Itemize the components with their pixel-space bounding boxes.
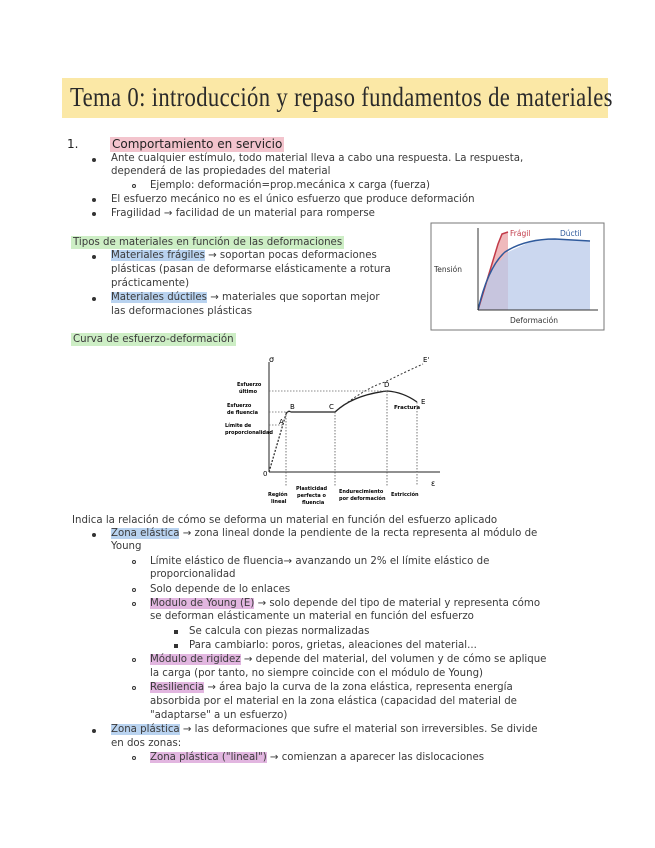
origin-label: 0 [263, 470, 268, 478]
zone-label: Endurecimiento [339, 489, 384, 495]
yield-label: de fluencia [227, 410, 258, 416]
paragraph-line [150, 653, 546, 666]
paragraph-line: la carga (por tanto, no siempre coincide con el módulo de Young) [150, 668, 484, 679]
paragraph-line [111, 723, 537, 736]
ultimate-label: último [239, 389, 258, 395]
bullet-icon [92, 212, 96, 216]
bullet-icon [92, 533, 96, 537]
x-label: Deformación [510, 316, 559, 325]
zone-label: Región [268, 492, 288, 498]
resilience-term: Resiliencia [150, 682, 205, 693]
bullet-icon [92, 158, 96, 162]
point-a: A [279, 418, 284, 426]
zone-label: por deformación [339, 496, 386, 502]
sigma-symbol: σ [269, 355, 275, 364]
bullet-icon [92, 198, 96, 202]
young-modulus-text: → solo depende del tipo de material y representa cómo [254, 598, 541, 609]
zone-label: lineal [271, 499, 287, 505]
rigidity-modulus-text: → depende del material, del volumen y de cómo se aplique [240, 654, 547, 665]
point-e-prime: E' [423, 356, 430, 364]
circle-bullet-icon [132, 560, 136, 564]
paragraph-line: prácticamente) [111, 278, 190, 289]
circle-bullet-icon [132, 184, 136, 188]
ductile-label: Dúctil [560, 229, 582, 238]
paragraph-line [111, 527, 537, 540]
paragraph-line: Para cambiarlo: poros, grietas, aleaciones del material... [189, 640, 477, 651]
circle-bullet-icon [132, 756, 136, 760]
ductile-text: → materiales que soportan mejor [206, 292, 380, 303]
paragraph-line: Fragilidad → facilidad de un material para romperse [111, 208, 375, 219]
plastic-zone-text: → las deformaciones que sufre el material son irreversibles. Se divide [179, 724, 538, 735]
ultimate-label: Esfuerzo [237, 382, 262, 388]
resilience-text: → área bajo la curva de la zona elástica, representa energía [204, 682, 513, 693]
paragraph-line: las deformaciones plásticas [111, 306, 253, 317]
y-label: Tensión [434, 265, 463, 274]
paragraph-line: Young [111, 541, 142, 552]
paragraph-line: en dos zonas: [111, 738, 182, 749]
proportional-label: Límite de [225, 423, 252, 429]
zone-label: Estricción [391, 492, 419, 498]
point-e: E [421, 398, 426, 406]
paragraph-line [150, 597, 540, 610]
paragraph-line: absorbida por el material en la zona elástica (capacidad del material de [150, 696, 517, 707]
paragraph-line: proporcionalidad [150, 569, 236, 580]
paragraph-line: Ante cualquier estímulo, todo material lleva a cabo una respuesta. La respuesta, [111, 153, 524, 164]
plastic-linear-term: Zona plástica ("lineal") [150, 752, 267, 763]
paragraph-line: Se calcula con piezas normalizadas [189, 626, 370, 637]
bullet-icon [92, 297, 96, 301]
paragraph-line [111, 291, 380, 304]
bullet-icon [92, 255, 96, 259]
paragraph-line: se deforman elásticamente un material en función del esfuerzo [150, 611, 474, 622]
page-title: Tema 0: introducción y repaso fundamentos de materiales [70, 82, 613, 112]
ductile-term: Materiales dúctiles [111, 292, 207, 303]
zone-label: Plasticidad [296, 486, 328, 492]
plastic-zone-term: Zona plástica [111, 724, 180, 735]
paragraph-line: dependerá de las propiedades del material [111, 166, 331, 177]
curve-heading: Curva de esfuerzo-deformación [73, 334, 234, 345]
paragraph-line: El esfuerzo mecánico no es el único esfuerzo que produce deformación [111, 194, 475, 205]
circle-bullet-icon [132, 686, 136, 690]
paragraph-line: "adaptarse" a un esfuerzo) [150, 710, 288, 721]
point-c: C [329, 403, 334, 411]
fragile-term: Materiales frágiles [111, 250, 205, 261]
zone-label: perfecta o [297, 493, 326, 499]
point-d: D [384, 381, 390, 389]
epsilon-symbol: ε [431, 479, 436, 488]
paragraph-line: Límite elástico de fluencia→ avanzando un 2% el límite elástico de [150, 556, 490, 567]
paragraph-line [150, 681, 513, 694]
zone-label: fluencia [302, 500, 325, 506]
bullet-icon [92, 729, 96, 733]
circle-bullet-icon [132, 588, 136, 592]
paragraph-line: plásticas (pasan de deformarse elásticamente a rotura [111, 264, 391, 275]
fragile-ductile-chart [430, 222, 605, 331]
young-modulus-term: Modulo de Young (E) [150, 598, 255, 609]
fragile-label: Frágil [510, 229, 531, 238]
proportional-label: proporcionalidad [225, 430, 273, 436]
section-number: 1. [67, 137, 79, 151]
square-bullet-icon [174, 630, 178, 634]
square-bullet-icon [174, 644, 178, 648]
types-heading: Tipos de materiales en función de las deformaciones [73, 237, 343, 248]
circle-bullet-icon [132, 602, 136, 606]
circle-bullet-icon [132, 658, 136, 662]
plastic-linear-text: → comienzan a aparecer las dislocaciones [266, 752, 485, 763]
paragraph-line [150, 751, 484, 764]
rigidity-modulus-term: Módulo de rigidez [150, 654, 241, 665]
paragraph-line: Solo depende de lo enlaces [150, 584, 291, 595]
paragraph-line [111, 249, 377, 262]
section-heading: Comportamiento en servicio [112, 137, 283, 151]
intro-text: Indica la relación de cómo se deforma un material en función del esfuerzo aplicado [72, 515, 498, 526]
point-b: B [290, 403, 295, 411]
fragile-text: → soportan pocas deformaciones [204, 250, 377, 261]
paragraph-line: Ejemplo: deformación=prop.mecánica x carga (fuerza) [150, 180, 430, 191]
elastic-zone-term: Zona elástica [111, 528, 180, 539]
yield-label: Esfuerzo [227, 403, 252, 409]
fracture-label: Fractura [394, 405, 421, 411]
stress-strain-diagram [225, 350, 455, 510]
elastic-zone-text: → zona lineal donde la pendiente de la recta representa al módulo de [179, 528, 538, 539]
